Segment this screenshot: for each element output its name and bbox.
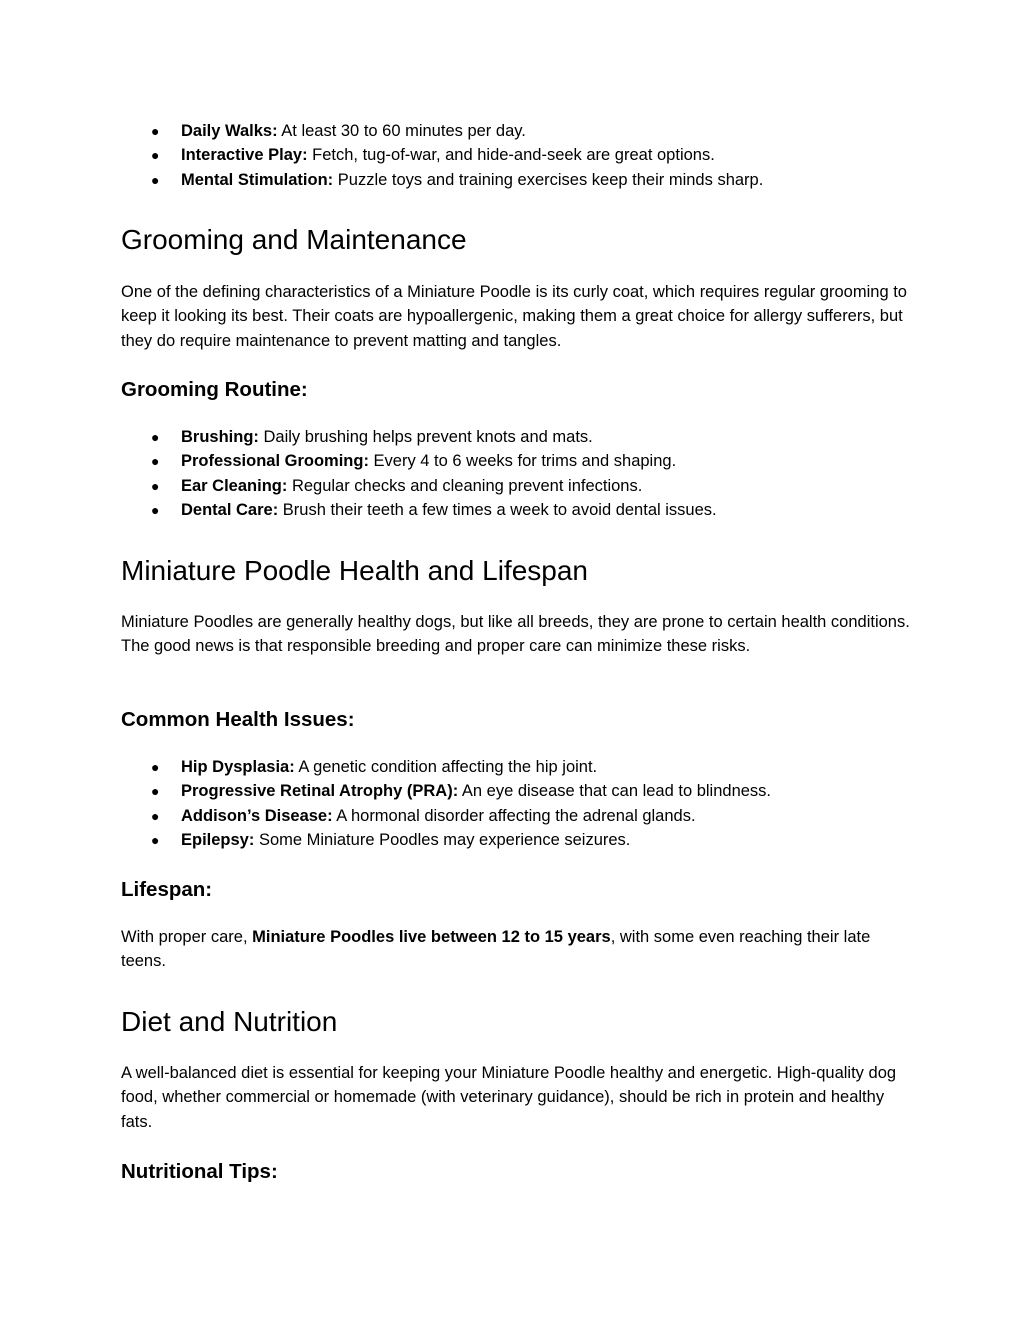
list-item: ● Brushing: Daily brushing helps prevent knots and mats. bbox=[121, 425, 911, 449]
lifespan-heading: Lifespan: bbox=[121, 878, 213, 901]
bullet-icon: ● bbox=[151, 807, 160, 824]
grooming-routine-list bbox=[121, 425, 911, 522]
nutritional-tips-heading: Nutritional Tips: bbox=[121, 1160, 278, 1183]
diet-paragraph: A well-balanced diet is essential for keeping your Miniature Poodle healthy and energetic. High-quality dog food, whether commercial or homemade (with veterinary guidance), should be rich in protein and healthy fats. bbox=[121, 1064, 897, 1131]
list-item: ● Ear Cleaning: Regular checks and cleaning prevent infections. bbox=[121, 474, 911, 498]
list-item: ● Daily Walks: At least 30 to 60 minutes per day. bbox=[121, 119, 911, 143]
list-item: ● Professional Grooming: Every 4 to 6 weeks for trims and shaping. bbox=[121, 449, 911, 473]
bullet-icon: ● bbox=[151, 123, 160, 139]
bullet-icon: ● bbox=[151, 171, 160, 188]
grooming-heading: Grooming and Maintenance bbox=[121, 224, 467, 255]
bullet-icon: ● bbox=[151, 831, 160, 848]
list-item: ● Mental Stimulation: Puzzle toys and training exercises keep their minds sharp. bbox=[121, 168, 911, 192]
grooming-paragraph: One of the defining characteristics of a Miniature Poodle is its curly coat, which requires regular grooming to keep it looking its best. Their coats are hypoallergenic, making them a great choice for allergy sufferers, but they do require maintenance to prevent matting and tangles. bbox=[121, 283, 907, 350]
bullet-icon: ● bbox=[151, 147, 160, 164]
lifespan-paragraph: With proper care, Miniature Poodles live between 12 to 15 years, with some even reaching their late teens. bbox=[121, 928, 871, 971]
bullet-icon: ● bbox=[151, 501, 160, 518]
bullet-icon: ● bbox=[151, 759, 160, 775]
exercise-list bbox=[121, 119, 911, 192]
list-item: ● Epilepsy: Some Miniature Poodles may experience seizures. bbox=[121, 828, 911, 852]
health-paragraph: Miniature Poodles are generally healthy dogs, but like all breeds, they are prone to certain health conditions. The good news is that responsible breeding and proper care can minimize these risks. bbox=[121, 613, 910, 656]
list-item: ● Addison’s Disease: A hormonal disorder affecting the adrenal glands. bbox=[121, 804, 911, 828]
grooming-routine-heading: Grooming Routine: bbox=[121, 378, 308, 401]
bullet-icon: ● bbox=[151, 783, 160, 800]
health-issues-list bbox=[121, 755, 911, 852]
diet-heading: Diet and Nutrition bbox=[121, 1006, 338, 1037]
bullet-icon: ● bbox=[151, 429, 160, 445]
list-item: ● Interactive Play: Fetch, tug-of-war, and hide-and-seek are great options. bbox=[121, 143, 911, 167]
list-item: ● Dental Care: Brush their teeth a few times a week to avoid dental issues. bbox=[121, 498, 911, 522]
list-item: ● Hip Dysplasia: A genetic condition affecting the hip joint. bbox=[121, 755, 911, 779]
bullet-icon: ● bbox=[151, 477, 160, 494]
health-heading: Miniature Poodle Health and Lifespan bbox=[121, 555, 588, 586]
list-item: ● Progressive Retinal Atrophy (PRA): An eye disease that can lead to blindness. bbox=[121, 779, 911, 803]
common-issues-heading: Common Health Issues: bbox=[121, 708, 355, 731]
bullet-icon: ● bbox=[151, 453, 160, 470]
